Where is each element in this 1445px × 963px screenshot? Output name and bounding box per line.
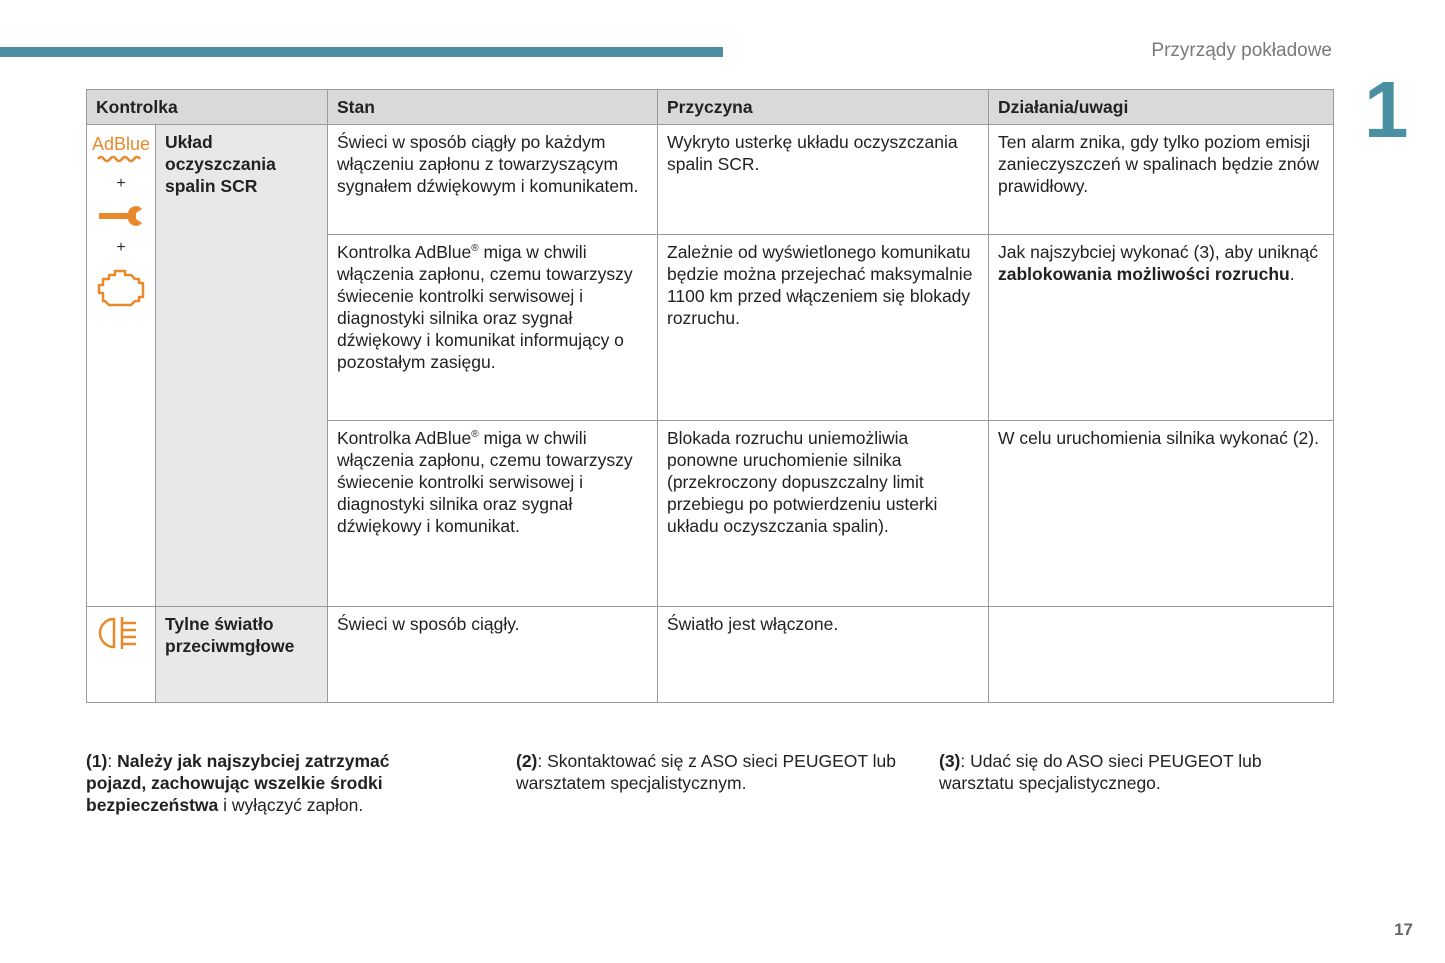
header-stan: Stan [328,90,658,125]
section-title: Przyrządy pokładowe [1151,40,1332,61]
dzialania-cell: Jak najszybciej wykonać (3), aby uniknąć zablokowania możliwości rozruchu. [989,235,1334,421]
stan-cell: Świeci w sposób ciągły po każdym włączeniu zapłonu z towarzyszącym sygnałem dźwiękowym i komunikatem. [328,125,658,235]
stan-cell: Kontrolka AdBlue® miga w chwili włączenia zapłonu, czemu towarzyszy świecenie kontrolki serwisowej i diagnostyki silnika oraz sygnał dźwiękowy i komunikat informujący o pozostałym zasięgu. [328,235,658,421]
fog-name-cell: Tylne światło przeciwmgłowe [156,607,328,703]
page-number: 17 [1394,920,1413,939]
warning-lights-table [86,89,1334,703]
plus-sign: + [116,239,126,256]
plus-sign: + [116,175,126,192]
svg-text:AdBlue: AdBlue [91,134,151,154]
engine-icon [95,267,147,307]
stan-cell: Kontrolka AdBlue® miga w chwili włączenia zapłonu, czemu towarzyszy świecenie kontrolki serwisowej i diagnostyki silnika oraz sygnał dźwiękowy i komunikat. [328,421,658,607]
header-dzialania: Działania/uwagi [989,90,1334,125]
wrench-icon [96,203,146,229]
footnote-1: (1): Należy jak najszybciej zatrzymać pojazd, zachowując wszelkie środki bezpieczeństwa i wyłączyć zapłon. [86,751,390,815]
footnote-3: (3): Udać się do ASO sieci PEUGEOT lub warsztatu specjalistycznego. [939,751,1262,793]
top-accent-bar [0,47,723,57]
przyczyna-cell: Zależnie od wyświetlonego komunikatu będzie można przejechać maksymalnie 1100 km przed włączeniem się blokady rozruchu. [658,235,989,421]
stan-cell: Świeci w sposób ciągły. [328,607,658,703]
dzialania-cell [989,607,1334,703]
dzialania-cell: W celu uruchomienia silnika wykonać (2). [989,421,1334,607]
scr-icons-cell [87,125,156,607]
rear-fog-light-icon [96,613,142,653]
adblue-icon [91,131,151,165]
header-przyczyna: Przyczyna [658,90,989,125]
header-kontrolka: Kontrolka [87,90,328,125]
table-row [87,607,1334,703]
chapter-number: 1 [1364,65,1409,154]
fog-icon-cell [87,607,156,703]
table-header-row [87,90,1334,125]
dzialania-cell: Ten alarm znika, gdy tylko poziom emisji zanieczyszczeń w spalinach będzie znów prawidłowy. [989,125,1334,235]
footnote-2: (2): Skontaktować się z ASO sieci PEUGEOT lub warsztatem specjalistycznym. [516,751,896,793]
table-row [87,125,1334,235]
przyczyna-cell: Wykryto usterkę układu oczyszczania spalin SCR. [658,125,989,235]
przyczyna-cell: Światło jest włączone. [658,607,989,703]
scr-name-cell: Układ oczyszczania spalin SCR [156,125,328,607]
przyczyna-cell: Blokada rozruchu uniemożliwia ponowne uruchomienie silnika (przekroczony dopuszczalny limit przebiegu po potwierdzeniu usterki układu oczyszczania spalin). [658,421,989,607]
